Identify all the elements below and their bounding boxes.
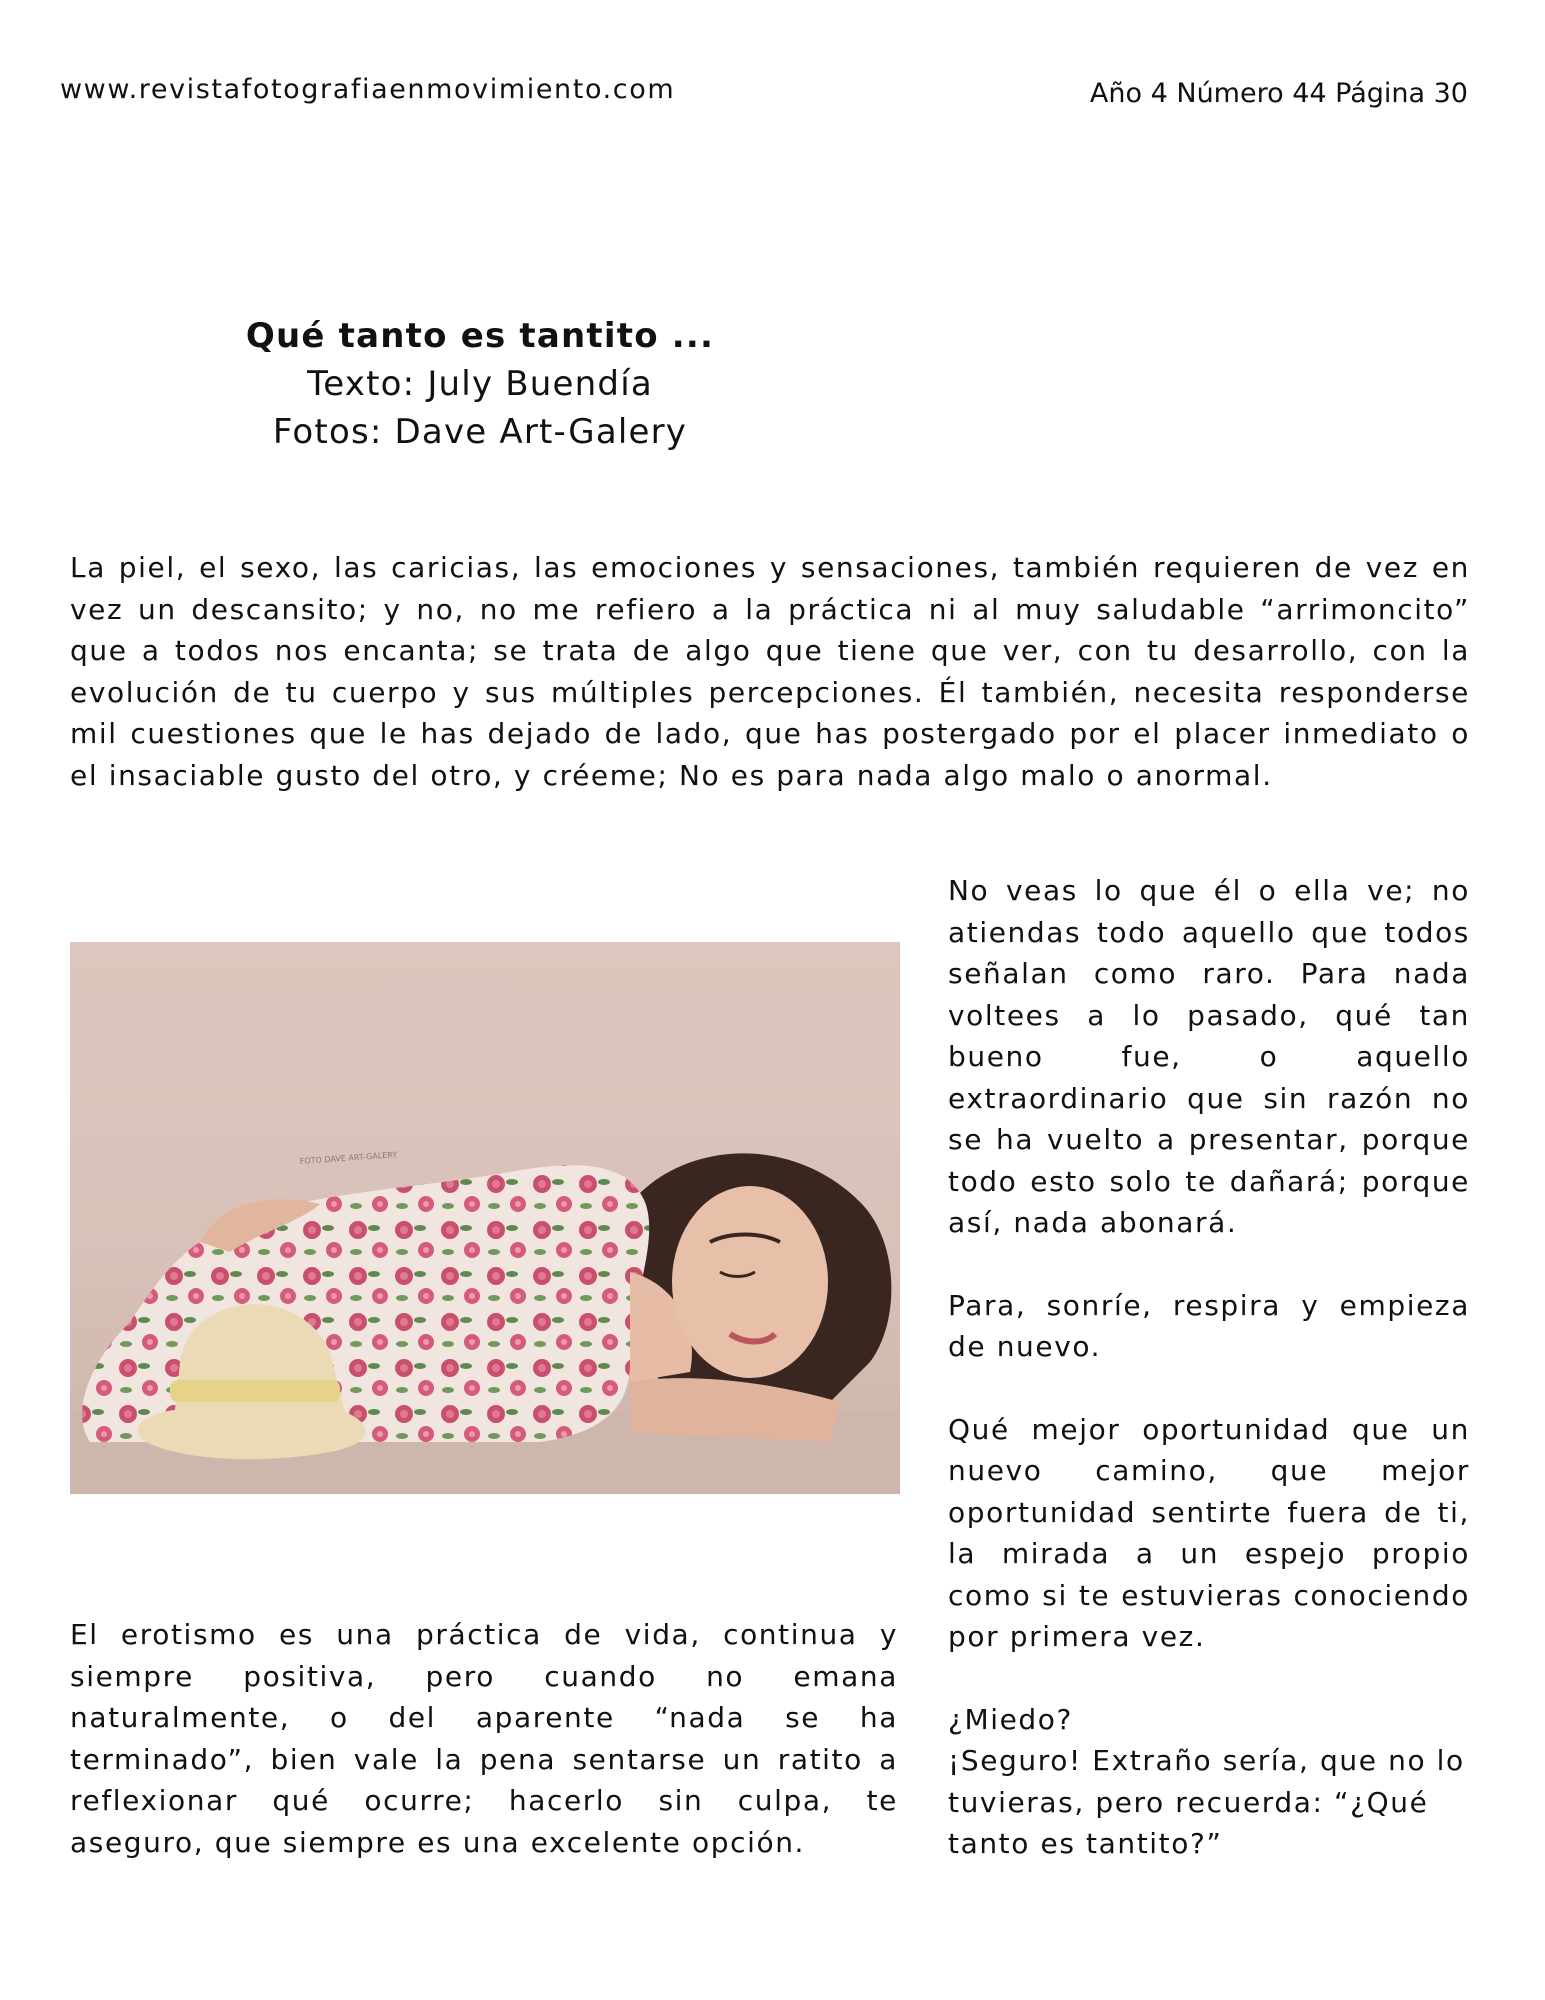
article-photo [70, 942, 900, 1494]
text-credit: Texto: July Buendía [307, 364, 653, 404]
right-paragraph-1: No veas lo que él o ella ve; no atiendas todo aquello que todos señalan como raro. Para nada voltees a lo pasado, qué tan bueno fue, o aquello extraordinario que sin razón no se ha vuelto a presentar, porque todo esto solo te dañará; porque así, nada abonará. [948, 874, 1470, 1239]
photo-credit: Fotos: Dave Art-Galery [272, 412, 688, 452]
right-column [948, 870, 1470, 1865]
right-paragraph-4: ¿Miedo? ¡Seguro! Extraño sería, que no lo tuvieras, pero recuerda: “¿Qué tanto es tantito?” [948, 1702, 1465, 1860]
issue-info: Año 4 Número 44 Página 30 [1089, 78, 1468, 109]
photo-watermark: FOTO DAVE ART-GALERY [299, 1150, 398, 1166]
right-paragraph-3: Qué mejor oportunidad que un nuevo camino, que mejor oportunidad sentirte fuera de ti, la mirada a un espejo propio como si te estuvieras conociendo por primera vez. [948, 1412, 1470, 1653]
intro-paragraph: La piel, el sexo, las caricias, las emociones y sensaciones, también requieren de vez en vez un descansito; y no, no me refiero a la práctica ni al muy saludable “arrimoncito” que a todos nos encanta; se trata de algo que tiene que ver, con tu desarrollo, con la evolución de tu cuerpo y sus múltiples percepciones. Él también, necesita responderse mil cuestiones que le has dejado de lado, que has postergado por el placer inmediato o el insaciable gusto del otro, y créeme; No es para nada algo malo o anormal. [70, 551, 1470, 792]
article-title: Qué tanto es tantito ... [245, 316, 715, 356]
website-url: www.revistafotografiaenmovimiento.com [60, 74, 676, 105]
left-bottom-paragraph: El erotismo es una práctica de vida, continua y siempre positiva, pero cuando no emana naturalmente, o del aparente “nada se ha terminado”, bien vale la pena sentarse un ratito a reflexionar qué ocurre; hacerlo sin culpa, te aseguro, que siempre es una excelente opción. [70, 1618, 898, 1859]
article-heading [180, 312, 780, 456]
right-paragraph-2: Para, sonríe, respira y empieza de nuevo. [948, 1288, 1470, 1363]
